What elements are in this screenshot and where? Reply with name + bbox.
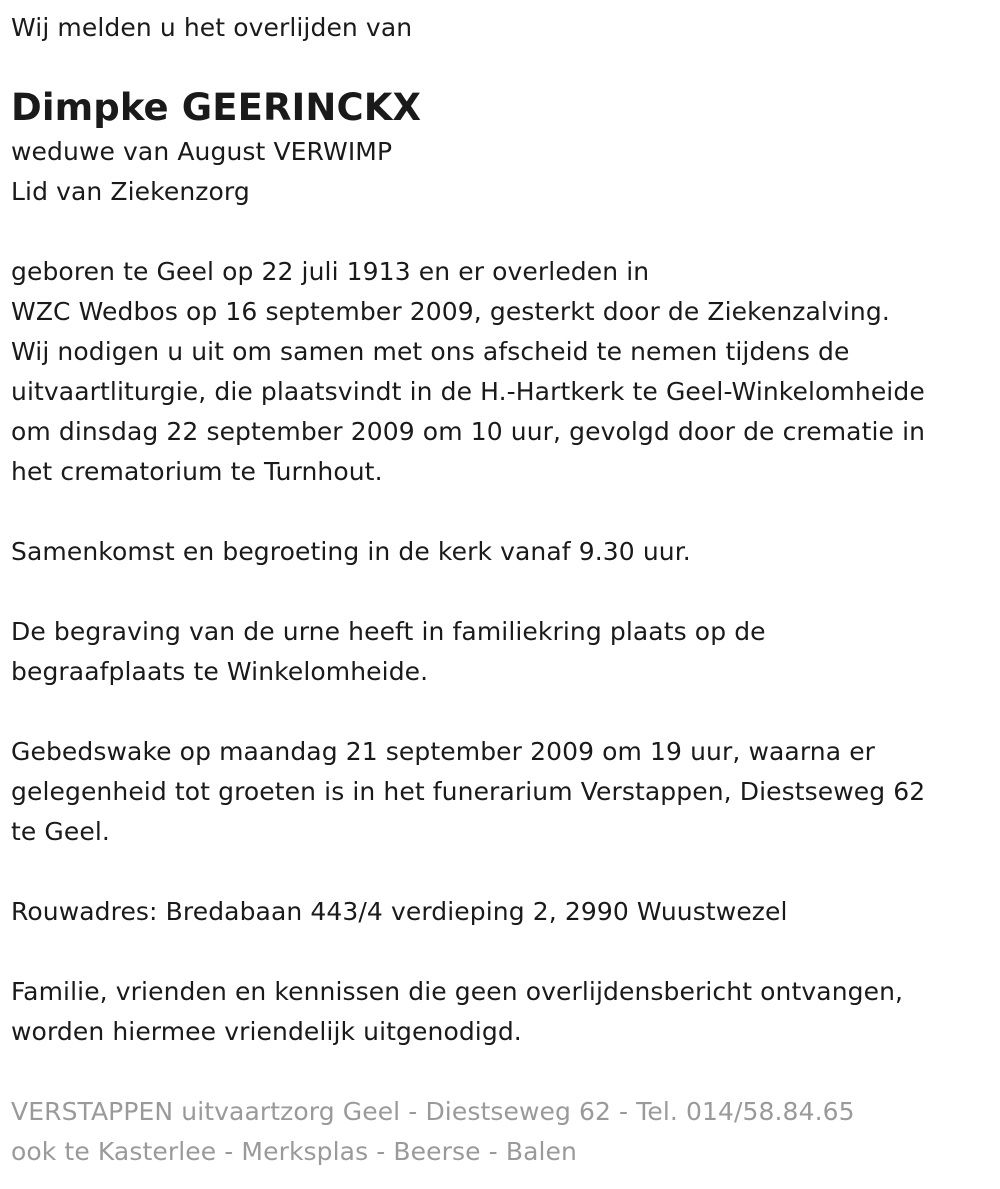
deceased-membership: Lid van Ziekenzorg	[11, 177, 250, 206]
paragraph-birth-death	[11, 252, 1000, 492]
paragraph-line: geboren te Geel op 22 juli 1913 en er overleden in	[11, 257, 650, 286]
paragraph-invitation	[11, 972, 1000, 1052]
paragraph-burial	[11, 612, 1000, 692]
paragraph-line: uitvaartliturgie, die plaatsvindt in de H.-Hartkerk te Geel-Winkelomheide	[11, 377, 925, 406]
paragraph-line: te Geel.	[11, 817, 110, 846]
footer-line: ook te Kasterlee - Merksplas - Beerse - Balen	[11, 1137, 577, 1166]
paragraph-line: Rouwadres: Bredabaan 443/4 verdieping 2, 2990 Wuustwezel	[11, 897, 788, 926]
paragraph-vigil	[11, 732, 1000, 852]
paragraph-gathering	[11, 532, 1000, 572]
paragraph-mourning-address	[11, 892, 1000, 932]
deceased-relation: weduwe van August VERWIMP	[11, 137, 393, 166]
paragraph-line: worden hiermee vriendelijk uitgenodigd.	[11, 1017, 522, 1046]
paragraph-line: om dinsdag 22 september 2009 om 10 uur, gevolgd door de crematie in	[11, 417, 926, 446]
paragraph-line: gelegenheid tot groeten is in het funerarium Verstappen, Diestseweg 62	[11, 777, 926, 806]
intro-text: Wij melden u het overlijden van	[11, 13, 413, 42]
paragraph-line: De begraving van de urne heeft in familiekring plaats op de	[11, 617, 766, 646]
funeral-home-footer	[11, 1092, 1000, 1172]
paragraph-line: Gebedswake op maandag 21 september 2009 om 19 uur, waarna er	[11, 737, 876, 766]
paragraph-line: WZC Wedbos op 16 september 2009, gesterkt door de Ziekenzalving.	[11, 297, 890, 326]
footer-line: VERSTAPPEN uitvaartzorg Geel - Diestseweg 62 - Tel. 014/58.84.65	[11, 1097, 855, 1126]
paragraph-line: Familie, vrienden en kennissen die geen overlijdensbericht ontvangen,	[11, 977, 904, 1006]
paragraph-line: begraafplaats te Winkelomheide.	[11, 657, 429, 686]
deceased-name: Dimpke GEERINCKX	[11, 86, 422, 129]
paragraph-line: het crematorium te Turnhout.	[11, 457, 383, 486]
paragraph-line: Wij nodigen u uit om samen met ons afscheid te nemen tijdens de	[11, 337, 850, 366]
paragraph-line: Samenkomst en begroeting in de kerk vanaf 9.30 uur.	[11, 537, 691, 566]
